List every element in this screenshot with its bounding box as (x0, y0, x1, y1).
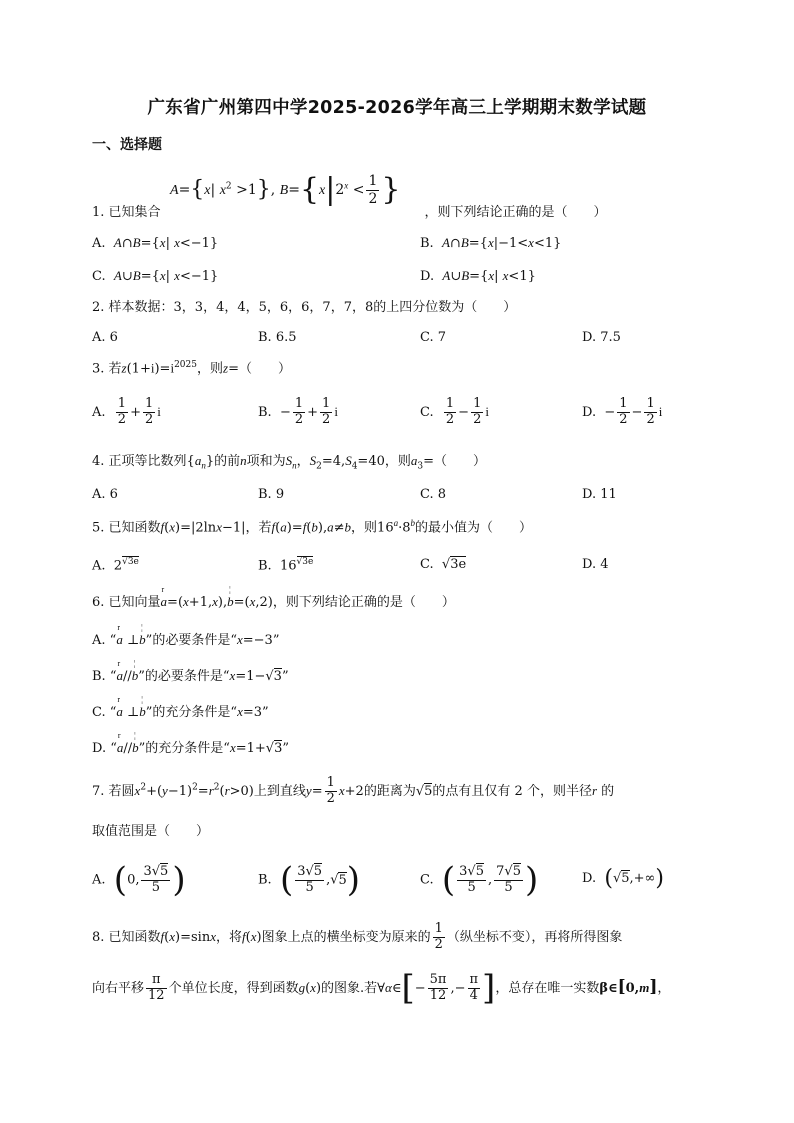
q3-option-c: C. $\frac{1}{2}$ − $\frac{1}{2}$ i (420, 396, 489, 427)
q2-option-c: C. 7 (420, 330, 447, 345)
option-close: ” (262, 705, 269, 720)
q3-prefix: 3. 若 (92, 361, 122, 377)
q2-option-b: B. 6.5 (258, 330, 297, 345)
option-label: B. (258, 404, 272, 420)
option-label: D. (582, 871, 597, 886)
q1-tail: ，则下列结论正确的是（ ） (424, 205, 607, 220)
q7-option-c: C. ( $\frac{3√5}{5}$ , $\frac{7√5}{5}$ ) (420, 860, 539, 900)
option-label: C. (420, 557, 434, 572)
q7-mid: 上到直线 (253, 783, 306, 799)
q4-option-c: C. 8 (420, 487, 447, 502)
q8-l2a: 向右平移 (92, 980, 145, 996)
section-heading: 一、选择题 (92, 137, 162, 153)
q3-end: =（ ） (228, 361, 291, 377)
q1-number: 1. 已知集合 (92, 205, 161, 220)
q6-option-a: A. “r a ⊥¦ b”的必要条件是“x=−3” (92, 632, 279, 649)
q5-end: 的最小值为（ ） (415, 520, 533, 536)
option-label: A. (92, 872, 106, 888)
q7-stem-line2: 取值范围是（ ） (92, 824, 210, 839)
option-label: C. (420, 404, 434, 420)
option-label: D. (582, 404, 597, 420)
q7-option-a: A. (0, $\frac{3√5}{5}$ ) (92, 860, 186, 900)
q4-prefix: 4. 正项等比数列 (92, 454, 187, 469)
q3-option-a: A. $\frac{1}{2}$ + $\frac{1}{2}$ i (92, 396, 161, 427)
option-label: C. “ (92, 705, 117, 720)
q5-mid: ，若 (245, 520, 272, 536)
q5-option-d: D. 4 (582, 557, 609, 572)
q5-option-b: B. $16^{√3e}$ (258, 557, 314, 574)
q4-mid: 的前 (214, 454, 241, 469)
q8-l2b: 个单位长度，得到函数 (168, 980, 299, 996)
q4-end: ，则 (384, 454, 411, 469)
q5-option-a: A. $2^{√3e}$ (92, 557, 139, 574)
page-title: 广东省广州第四中学2025-2026学年高三上学期期末数学试题 (147, 98, 647, 118)
q6-option-c: C. “r a ⊥¦ b”的充分条件是“x=3” (92, 704, 269, 721)
q8-stem: 8. 已知函数f(x)=sinx，将f(x)图象上点的横坐标变为原来的 $\frac{1}{2}$ （纵坐标不变），再将所得图象 (92, 921, 623, 952)
option-close: ” (281, 669, 289, 684)
q4-option-d: D. 11 (582, 487, 617, 502)
option-label: A. (92, 558, 106, 574)
option-label: C. (92, 269, 106, 284)
q4-option-a: A. 6 (92, 487, 118, 502)
option-text: ”的充分条件是“ (145, 705, 238, 720)
option-label: D. “ (92, 741, 117, 756)
option-label: C. (420, 872, 434, 888)
option-label: B. (420, 236, 434, 251)
option-text: ”的充分条件是“ (138, 741, 230, 756)
option-close: ” (282, 741, 289, 756)
q3-mid: ，则 (196, 361, 223, 377)
q2-option-a: A. 6 (92, 330, 118, 345)
q1-set-definitions: A={x| $x^2 >1$}, $B=\{x|2^x$ < $\frac{1}{2}$ } (170, 172, 401, 207)
q5-stem: 5. 已知函数f(x)=|2lnx−1|，若f(a)=f(b),a≠b，则$16^a\cdot 8^b$的最小值为（ ） (92, 518, 533, 536)
q8-l2d: ，总存在唯一实数 (495, 980, 600, 996)
q8-end: （纵坐标不变），再将所得图象 (446, 929, 623, 945)
q1-option-b: B. A∩B={x|−1<x<1} (420, 235, 562, 251)
option-label: D. (420, 269, 435, 284)
q7-option-b: B. ( $\frac{3√5}{5}$ ,√5) (258, 860, 361, 900)
q6-stem: 6. 已知向量r a=(x+1,x),¦ b=(x,2)，则下列结论正确的是（ ） (92, 594, 455, 611)
q3-option-d: D. − $\frac{1}{2}$ − $\frac{1}{2}$ i (582, 396, 663, 427)
q6-option-d: D. “r a//¦ b”的充分条件是“x=1+√3” (92, 740, 289, 757)
q8-l2e: ， (657, 980, 671, 996)
q4-end2: =（ ） (423, 454, 487, 469)
q4-stem: 4. 正项等比数列$\{a_n\}$的前n项和为$S_n$，$S_2=4,S_4=40$，则$a_3=$（ ） (92, 453, 487, 472)
option-label: A. “ (92, 633, 117, 648)
option-label: B. “ (92, 669, 117, 684)
q1-option-c: C. A∪B={x| x<−1} (92, 268, 219, 284)
option-label: A. (92, 404, 106, 420)
option-text: ”的必要条件是“ (145, 633, 237, 648)
q6-option-b: B. “r a//¦ b”的必要条件是“x=1−√3” (92, 668, 289, 685)
q1-stem (92, 205, 607, 221)
option-text: ”的必要条件是“ (138, 669, 230, 684)
q7-mid2: 的距离为 (363, 783, 416, 799)
q7-mid3: 的点有且仅有 2 个，则半径 (432, 783, 592, 799)
q2-option-d: D. 7.5 (582, 330, 621, 345)
q1-option-d: D. A∪B={x| x<1} (420, 268, 536, 284)
q3-stem: 3. 若$z(1+i)=i^{2025}$，则z=（ ） (92, 360, 291, 377)
q8-mid: ，将 (215, 929, 242, 945)
q8-mid2: 图象上点的横坐标变为原来的 (261, 929, 431, 945)
q5-mid2: ，则 (351, 520, 378, 536)
option-close: ” (272, 633, 280, 648)
q8-prefix: 8. 已知函数 (92, 929, 161, 945)
q6-end: ，则下列结论正确的是（ ） (272, 595, 455, 610)
option-label: B. (258, 872, 272, 888)
q4-option-b: B. 9 (258, 487, 285, 502)
q1-option-a: A. A∩B={x| x<−1} (92, 235, 219, 251)
q6-prefix: 6. 已知向量 (92, 595, 161, 610)
q8-l2c: 的图象.若 (321, 980, 378, 996)
q7-option-d: D. (√5,+∞) (582, 866, 664, 891)
q5-option-c: C. √3e (420, 557, 467, 572)
q7-end: 的 (601, 783, 615, 799)
option-label: A. (92, 236, 106, 251)
q7-prefix: 7. 若圆 (92, 783, 135, 799)
q4-mid2: 项和为 (246, 454, 286, 469)
q2-stem: 2. 样本数据：3，3，4，4，5，6，6，7，7，8的上四分位数为（ ） (92, 300, 517, 315)
q3-option-b: B. − $\frac{1}{2}$ + $\frac{1}{2}$ i (258, 396, 338, 427)
q8-stem-line2: 向右平移 $\frac{\pi}{12}$ 个单位长度，得到函数g(x)的图象.若∀α∈[− $\frac{5\pi}{12}$ ,− $\frac{\pi}{4}$ ]，总存在唯一实数β∈[0,m]， (92, 968, 671, 1008)
option-label: B. (258, 558, 272, 574)
q7-stem: 7. 若圆$x^2+(y-1)^2=r^2(r>0)$上到直线y= $\frac{1}{2}$ x+2的距离为√5的点有且仅有 2 个，则半径r 的 (92, 775, 615, 806)
q5-prefix: 5. 已知函数 (92, 520, 161, 536)
